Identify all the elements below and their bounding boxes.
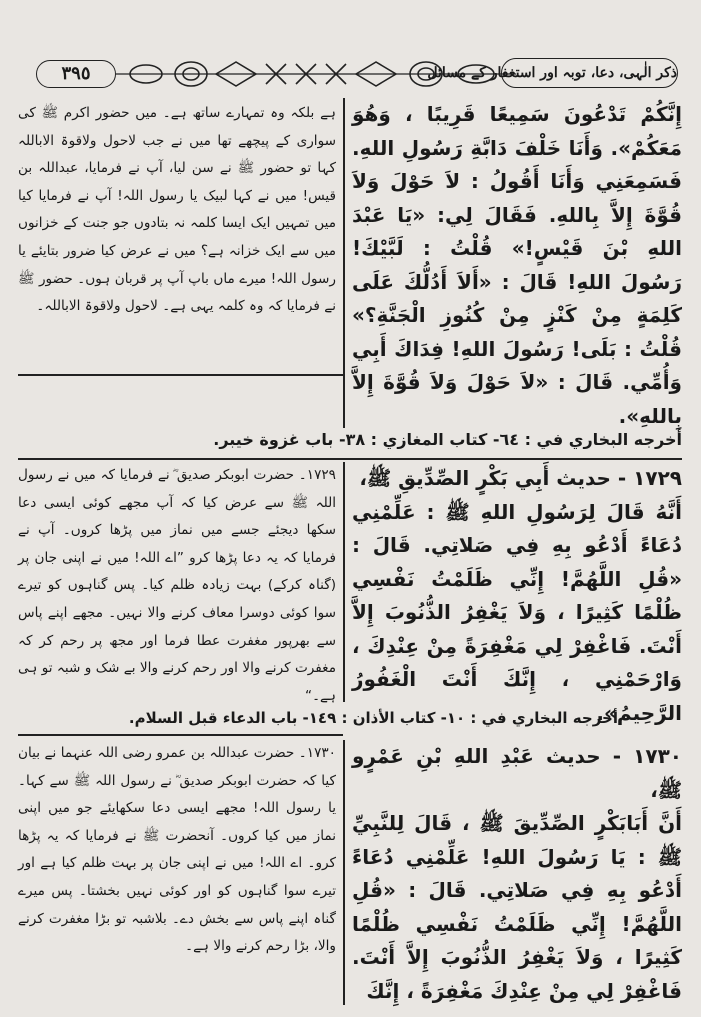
reference-2: أخرجه البخاري في : ١٠- كتاب الأذان : ١٤٩- باب الدعاء قبل السلام. — [128, 709, 618, 727]
column-divider — [343, 462, 345, 702]
chapter-title: ذکر الٰہی، دعا، توبہ اور استغفار کے مسائل — [501, 58, 678, 88]
hadith-1729: ١٧٢٩ - حديث أَبِي بَكْرٍ الصِّدِّيقِ ﷺ، أَنَّهُ قَالَ لِرَسُولِ اللهِ ﷺ : عَلِّمْنِي دُعَاءً أَدْعُو بِهِ فِي صَلاتِي. قَالَ : «قُلِ اللَّهُمَّ! إِنِّي ظَلَمْتُ نَفْسِي ظُلْمًا كَثِيرًا ، وَلاَ يَغْفِرُ الذُّنُوبَ إِلاَّ أَنْتَ. فَاغْفِرْ لِي مَغْفِرَةً مِنْ عِنْدِكَ ، وَارْحَمْنِي ، إِنَّكَ أَنْتَ الْغَفُورُ الرَّحِيمُ». — [352, 462, 682, 740]
translation-end-rule — [18, 374, 343, 376]
page-header — [16, 54, 686, 94]
reference-1: أخرجه البخاري في : ٦٤- كتاب المغازي : ٣٨- باب غزوة خيبر. — [213, 430, 682, 449]
urdu-translation-1: ہے بلکہ وہ تمہارے ساتھ ہے۔ میں حضور اکرم ﷺ کی سواری کے پیچھے تھا میں نے جب لاحول ولاقوۃ الاباللہ کہا تو حضور ﷺ نے سن لیا، آپ نے فرمایا، عبداللہ بن قیس! میں نے کہا لبیک یا رسول اللہ! آپ نے فرمایا کیا میں تمہیں ایک ایسا کلمہ نہ بتادوں جو جنت کے خزانوں میں سے ایک خزانہ ہے؟ میں نے عرض کیا ضرور بتایئے یا رسول اللہ! میرے ماں باپ آپ پر قربان ہوں۔ حضور ﷺ نے فرمایا کہ وہ کلمہ یہی ہے۔ لاحول ولاقوۃ الاباللہ۔ — [18, 105, 336, 315]
column-divider — [343, 98, 345, 428]
urdu-translation-2: ١٧٢٩۔ حضرت ابوبکر صدیق ؓ نے فرمایا کہ میں نے رسول اللہ ﷺ سے عرض کیا کہ آپ مجھے کوئی ایسی دعا سکھا دیجئے جسے میں نماز میں پڑھا کروں۔ آپ نے فرمایا کہ یہ دعا پڑھا کرو ”اے اللہ! میں نے اپنی جان پر (گناہ کرکے) بہت زیادہ ظلم کیا۔ پس گناہوں کو تیرے سوا کوئی دوسرا معاف کرنے والا نہیں۔ مجھے اپنے پاس سے بھرپور مغفرت عطا فرما اور مجھ پر رحم کر کہ مغفرت کرنے والا اور رحم کرنے والا بے شک و شبہ تو ہی ہے۔“ — [18, 467, 336, 704]
hadith-heading: ١٧٢٩ - حديث أَبِي بَكْرٍ الصِّدِّيقِ ﷺ، — [359, 466, 682, 490]
urdu-translation-3: ١٧٣٠۔ حضرت عبداللہ بن عمرو رضی اللہ عنہما نے بیان کیا کہ حضرت ابوبکر صدیق ؓ نے رسول اللہ ﷺ سے کہا۔ یا رسول اللہ! مجھے ایسی دعا سکھایئے جو میں اپنی نماز میں کیا کروں۔ آنحضرت ﷺ نے فرمایا کہ یہ پڑھا کرو۔ اے اللہ! میں نے اپنی جان پر بہت ظلم کیا ہے اور تیرے سوا گناہوں کو اور کوئی نہیں بخشتا۔ پس میرے گناہ اپنے پاس سے بخش دے۔ بلاشبہ تو بڑا مغفرت کرنے والا، بڑا رحم کرنے والا ہے۔ — [18, 745, 336, 955]
column-divider — [343, 740, 345, 1005]
hadith-1730: ١٧٣٠ - حديث عَبْدِ اللهِ بْنِ عَمْرٍو ﷺ، أَنَّ أَبَابَكْرٍ الصِّدِّيقَ ﷺ ، قَالَ لِلنَّبِيِّ ﷺ : يَا رَسُولَ اللهِ! عَلِّمْنِي دُعَاءً أَدْعُو بِهِ فِي صَلاتِي. قَالَ : «قُلِ اللَّهُمَّ! إِنِّي ظَلَمْتُ نَفْسِي ظُلْمًا كَثِيرًا ، وَلاَ يَغْفِرُ الذُّنُوبَ إِلاَّ أَنْتَ. فَاغْفِرْ لِي مِنْ عِنْدِكَ مَغْفِرَةً ، إِنَّكَ — [352, 740, 682, 1010]
arabic-text-1: إِنَّكُمْ تَدْعُونَ سَمِيعًا قَرِيبًا ، وَهُوَ مَعَكُمْ». وَأَنَا خَلْفَ دَابَّةِ رَسُولِ اللهِ. فَسَمِعَنِي وَأَنَا أَقُولُ : لاَ حَوْلَ وَلاَ قُوَّةَ إِلاَّ بِاللهِ. فَقَالَ لِي: «يَا عَبْدَ اللهِ بْنَ قَيْسٍ!» قُلْتُ : لَبَّيْكَ! رَسُولَ اللهِ! قَالَ : «أَلاَ أَدُلُّكَ عَلَى كَلِمَةٍ مِنْ كَنْزٍ مِنْ كُنُوزِ الْجَنَّةِ؟» قُلْتُ : بَلَى! رَسُولَ اللهِ! فِدَاكَ أَبِي وَأُمِّي. قَالَ : «لاَ حَوْلَ وَلاَ قُوَّةَ إِلاَّ بِاللهِ». — [352, 102, 682, 428]
section-divider — [18, 458, 682, 460]
page-number: ٣٩٥ — [36, 60, 116, 88]
hadith-heading: ١٧٣٠ - حديث عَبْدِ اللهِ بْنِ عَمْرٍو ﷺ، — [352, 744, 682, 802]
section-divider — [18, 734, 343, 736]
